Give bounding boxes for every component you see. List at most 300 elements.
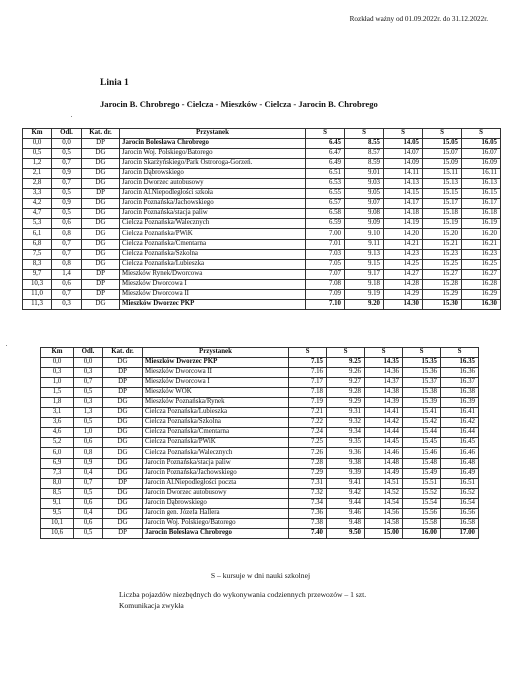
departure-time-cell: 15.42	[403, 418, 441, 428]
timetable-outbound	[22, 128, 501, 310]
stop-name-cell: Cielcza Poznańska/Cmentarna	[143, 428, 289, 438]
departure-time-cell: 7.38	[289, 518, 327, 528]
header-stop: Przystanek	[120, 129, 306, 139]
scan-speck	[71, 116, 72, 117]
table-row	[23, 229, 501, 239]
departure-time-cell: 16.07	[462, 149, 501, 159]
table-row	[41, 448, 479, 458]
departure-time-cell: 6.55	[306, 189, 345, 199]
departure-time-cell: 16.15	[462, 189, 501, 199]
departure-time-cell: 14.21	[384, 239, 423, 249]
departure-time-cell: 16.58	[441, 518, 479, 528]
departure-time-cell: 7.18	[289, 388, 327, 398]
table-row	[41, 398, 479, 408]
departure-time-cell: 16.42	[441, 418, 479, 428]
distance-cell: 0,6	[52, 279, 82, 289]
road-category-cell: DP	[82, 269, 120, 279]
road-category-cell: DG	[82, 199, 120, 209]
departure-time-cell: 15.21	[423, 239, 462, 249]
departure-time-cell: 16.48	[441, 458, 479, 468]
departure-time-cell: 15.44	[403, 428, 441, 438]
road-category-cell: DG	[103, 418, 143, 428]
departure-time-cell: 8.57	[345, 149, 384, 159]
table-row	[23, 179, 501, 189]
distance-cell: 0,8	[74, 448, 103, 458]
table-row	[41, 428, 479, 438]
km-cell: 3,1	[41, 408, 74, 418]
stop-name-cell: Jarocin Dąbrowskiego	[143, 498, 289, 508]
departure-time-cell: 14.09	[384, 159, 423, 169]
departure-time-cell: 16.38	[441, 388, 479, 398]
table-header-row	[23, 129, 501, 139]
departure-time-cell: 16.13	[462, 179, 501, 189]
table-row	[41, 488, 479, 498]
departure-time-cell: 7.08	[306, 279, 345, 289]
stop-name-cell: Jarocin Dworzec autobusowy	[120, 179, 306, 189]
communication-type: Komunikacja zwykła	[119, 600, 184, 610]
table-row	[41, 508, 479, 518]
road-category-cell: DG	[103, 498, 143, 508]
departure-time-cell: 7.16	[289, 368, 327, 378]
departure-time-cell: 15.15	[423, 189, 462, 199]
table-row	[41, 468, 479, 478]
distance-cell: 0,7	[52, 239, 82, 249]
table-row	[23, 249, 501, 259]
table-row	[23, 149, 501, 159]
stop-name-cell: Mieszków Dworcowa I	[143, 378, 289, 388]
header-course: S	[306, 129, 345, 139]
table-row	[23, 279, 501, 289]
table-row	[23, 209, 501, 219]
km-cell: 10,6	[41, 528, 74, 538]
km-cell: 8,3	[23, 259, 52, 269]
road-category-cell: DG	[82, 259, 120, 269]
road-category-cell: DG	[103, 468, 143, 478]
distance-cell: 0,0	[52, 139, 82, 149]
departure-time-cell: 7.09	[306, 289, 345, 299]
distance-cell: 0,9	[74, 458, 103, 468]
distance-cell: 0,6	[74, 518, 103, 528]
departure-time-cell: 15.27	[423, 269, 462, 279]
departure-time-cell: 15.30	[423, 299, 462, 309]
table-row	[23, 269, 501, 279]
road-category-cell: DG	[82, 299, 120, 309]
departure-time-cell: 7.40	[289, 528, 327, 538]
departure-time-cell: 7.24	[289, 428, 327, 438]
departure-time-cell: 9.07	[345, 199, 384, 209]
departure-time-cell: 7.22	[289, 418, 327, 428]
stop-name-cell: Mieszków Dworzec PKP	[143, 358, 289, 368]
departure-time-cell: 14.48	[365, 458, 403, 468]
stop-name-cell: Jarocin Dworzec autobusowy	[143, 488, 289, 498]
road-category-cell: DP	[103, 528, 143, 538]
departure-time-cell: 6.47	[306, 149, 345, 159]
departure-time-cell: 7.15	[289, 358, 327, 368]
validity-period: Rozkład ważny od 01.09.2022r. do 31.12.2022r.	[349, 15, 488, 23]
stop-name-cell: Mieszków Dworcowa II	[120, 289, 306, 299]
stop-name-cell: Jarocin Al.Niepodległości szkoła	[120, 189, 306, 199]
road-category-cell: DG	[82, 219, 120, 229]
km-cell: 0,3	[41, 368, 74, 378]
stop-name-cell: Cielcza Poznańska/Walecznych	[120, 219, 306, 229]
road-category-cell: DP	[103, 378, 143, 388]
table-row	[23, 139, 501, 149]
departure-time-cell: 14.19	[384, 219, 423, 229]
departure-time-cell: 14.29	[384, 289, 423, 299]
km-cell: 3,3	[23, 189, 52, 199]
distance-cell: 0,7	[74, 378, 103, 388]
table-row	[23, 259, 501, 269]
departure-time-cell: 16.18	[462, 209, 501, 219]
departure-time-cell: 9.15	[345, 259, 384, 269]
departure-time-cell: 9.03	[345, 179, 384, 189]
table-row	[23, 219, 501, 229]
departure-time-cell: 15.54	[403, 498, 441, 508]
km-cell: 5,2	[41, 438, 74, 448]
header-course: S	[462, 129, 501, 139]
departure-time-cell: 15.05	[423, 139, 462, 149]
service-info	[119, 590, 366, 611]
departure-time-cell: 14.54	[365, 498, 403, 508]
departure-time-cell: 15.25	[423, 259, 462, 269]
stop-name-cell: Cielcza Poznańska/Lubieszka	[143, 408, 289, 418]
km-cell: 11,3	[23, 299, 52, 309]
departure-time-cell: 15.18	[423, 209, 462, 219]
road-category-cell: DG	[103, 448, 143, 458]
stop-name-cell: Cielcza Poznańska/Szkolna	[120, 249, 306, 259]
departure-time-cell: 6.51	[306, 169, 345, 179]
departure-time-cell: 15.39	[403, 398, 441, 408]
distance-cell: 0,5	[52, 149, 82, 159]
distance-cell: 0,7	[52, 289, 82, 299]
departure-time-cell: 14.28	[384, 279, 423, 289]
distance-cell: 0,7	[74, 478, 103, 488]
stop-name-cell: Mieszków WOK	[143, 388, 289, 398]
stop-name-cell: Jarocin gen. Józefa Hallera	[143, 508, 289, 518]
departure-time-cell: 16.00	[403, 528, 441, 538]
header-course: S	[423, 129, 462, 139]
road-category-cell: DG	[103, 428, 143, 438]
departure-time-cell: 9.17	[345, 269, 384, 279]
departure-time-cell: 9.31	[327, 408, 365, 418]
departure-time-cell: 16.41	[441, 408, 479, 418]
road-category-cell: DP	[103, 368, 143, 378]
departure-time-cell: 9.36	[327, 448, 365, 458]
distance-cell: 1,4	[52, 269, 82, 279]
distance-cell: 0,5	[52, 189, 82, 199]
table-row	[41, 378, 479, 388]
distance-cell: 1,3	[74, 408, 103, 418]
stop-name-cell: Cielcza Poznańska/Cmentarna	[120, 239, 306, 249]
departure-time-cell: 14.38	[365, 388, 403, 398]
departure-time-cell: 9.48	[327, 518, 365, 528]
road-category-cell: DG	[82, 249, 120, 259]
distance-cell: 0,5	[74, 388, 103, 398]
departure-time-cell: 15.13	[423, 179, 462, 189]
stop-name-cell: Cielcza Poznańska/PWiK	[143, 438, 289, 448]
departure-time-cell: 14.37	[365, 378, 403, 388]
header-course: S	[289, 348, 327, 358]
table-row	[23, 189, 501, 199]
distance-cell: 0,3	[74, 368, 103, 378]
departure-time-cell: 14.51	[365, 478, 403, 488]
distance-cell: 0,5	[74, 418, 103, 428]
distance-cell: 0,7	[52, 249, 82, 259]
departure-time-cell: 9.44	[327, 498, 365, 508]
departure-time-cell: 8.59	[345, 159, 384, 169]
distance-cell: 0,5	[52, 209, 82, 219]
departure-time-cell: 16.52	[441, 488, 479, 498]
departure-time-cell: 9.20	[345, 299, 384, 309]
departure-time-cell: 15.56	[403, 508, 441, 518]
departure-time-cell: 6.57	[306, 199, 345, 209]
departure-time-cell: 7.36	[289, 508, 327, 518]
departure-time-cell: 16.46	[441, 448, 479, 458]
distance-cell: 0,5	[74, 488, 103, 498]
departure-time-cell: 16.39	[441, 398, 479, 408]
departure-time-cell: 14.20	[384, 229, 423, 239]
table-row	[41, 478, 479, 488]
header-road-category: Kat. dr.	[103, 348, 143, 358]
distance-cell: 0,9	[52, 199, 82, 209]
header-distance: Odl.	[74, 348, 103, 358]
km-cell: 2,1	[23, 169, 52, 179]
stop-name-cell: Jarocin Poznańska/Jachowskiego	[143, 468, 289, 478]
table-row	[23, 289, 501, 299]
vehicle-count-note: Liczba pojazdów niezbędnych do wykonywania codziennych przewozów – 1 szt.	[119, 590, 367, 599]
departure-time-cell: 6.53	[306, 179, 345, 189]
departure-time-cell: 14.15	[384, 189, 423, 199]
header-distance: Odl.	[52, 129, 82, 139]
stop-name-cell: Cielcza Poznańska/Walecznych	[143, 448, 289, 458]
table-row	[41, 518, 479, 528]
stop-name-cell: Mieszków Dworcowa II	[143, 368, 289, 378]
km-cell: 4,7	[23, 209, 52, 219]
distance-cell: 0,3	[74, 398, 103, 408]
stop-name-cell: Jarocin Poznańska/Jachowskiego	[120, 199, 306, 209]
departure-time-cell: 14.56	[365, 508, 403, 518]
departure-time-cell: 15.07	[423, 149, 462, 159]
road-category-cell: DP	[82, 289, 120, 299]
departure-time-cell: 9.35	[327, 438, 365, 448]
departure-time-cell: 16.21	[462, 239, 501, 249]
km-cell: 8,0	[41, 478, 74, 488]
departure-time-cell: 9.28	[327, 388, 365, 398]
stop-name-cell: Jarocin Poznańska/stacja paliw	[143, 458, 289, 468]
departure-time-cell: 14.05	[384, 139, 423, 149]
km-cell: 1,0	[41, 378, 74, 388]
departure-time-cell: 9.42	[327, 488, 365, 498]
table-row	[41, 458, 479, 468]
distance-cell: 0,0	[74, 358, 103, 368]
departure-time-cell: 14.23	[384, 249, 423, 259]
road-category-cell: DG	[82, 169, 120, 179]
departure-time-cell: 16.37	[441, 378, 479, 388]
departure-time-cell: 14.41	[365, 408, 403, 418]
distance-cell: 1,0	[74, 428, 103, 438]
header-course: S	[403, 348, 441, 358]
departure-time-cell: 14.44	[365, 428, 403, 438]
departure-time-cell: 15.28	[423, 279, 462, 289]
departure-time-cell: 7.31	[289, 478, 327, 488]
header-road-category: Kat. dr.	[82, 129, 120, 139]
departure-time-cell: 16.20	[462, 229, 501, 239]
departure-time-cell: 9.01	[345, 169, 384, 179]
departure-time-cell: 9.25	[327, 358, 365, 368]
header-course: S	[365, 348, 403, 358]
departure-time-cell: 15.41	[403, 408, 441, 418]
road-category-cell: DG	[103, 398, 143, 408]
stop-name-cell: Mieszków Dworcowa I	[120, 279, 306, 289]
departure-time-cell: 14.17	[384, 199, 423, 209]
departure-time-cell: 16.05	[462, 139, 501, 149]
km-cell: 1,8	[41, 398, 74, 408]
departure-time-cell: 14.36	[365, 368, 403, 378]
header-km: Km	[41, 348, 74, 358]
table-row	[23, 159, 501, 169]
departure-time-cell: 6.59	[306, 219, 345, 229]
stop-name-cell: Mieszków Rynek/Dworcowa	[120, 269, 306, 279]
departure-time-cell: 16.30	[462, 299, 501, 309]
departure-time-cell: 14.11	[384, 169, 423, 179]
departure-time-cell: 15.29	[423, 289, 462, 299]
km-cell: 4,2	[23, 199, 52, 209]
distance-cell: 0,6	[52, 219, 82, 229]
departure-time-cell: 15.35	[403, 358, 441, 368]
departure-time-cell: 14.07	[384, 149, 423, 159]
departure-time-cell: 7.10	[306, 299, 345, 309]
departure-time-cell: 9.19	[345, 289, 384, 299]
road-category-cell: DG	[103, 518, 143, 528]
road-category-cell: DG	[82, 239, 120, 249]
departure-time-cell: 7.17	[289, 378, 327, 388]
stop-name-cell: Jarocin Skarżyńskiego/Park Ostroroga-Gorzeń.	[120, 159, 306, 169]
distance-cell: 0,6	[74, 498, 103, 508]
departure-time-cell: 9.34	[327, 428, 365, 438]
departure-time-cell: 9.10	[345, 229, 384, 239]
departure-time-cell: 9.05	[345, 189, 384, 199]
km-cell: 7,5	[23, 249, 52, 259]
departure-time-cell: 9.08	[345, 209, 384, 219]
road-category-cell: DG	[82, 149, 120, 159]
road-category-cell: DG	[82, 209, 120, 219]
distance-cell: 0,4	[74, 508, 103, 518]
departure-time-cell: 15.52	[403, 488, 441, 498]
departure-time-cell: 7.21	[289, 408, 327, 418]
departure-time-cell: 16.09	[462, 159, 501, 169]
departure-time-cell: 15.20	[423, 229, 462, 239]
table-row	[23, 169, 501, 179]
departure-time-cell: 15.38	[403, 388, 441, 398]
road-category-cell: DG	[103, 508, 143, 518]
departure-time-cell: 16.35	[441, 358, 479, 368]
table-row	[23, 199, 501, 209]
stop-name-cell: Cielcza Poznańska/Szkolna	[143, 418, 289, 428]
departure-time-cell: 9.29	[327, 398, 365, 408]
stop-name-cell: Jarocin Poznańska/stacja paliw	[120, 209, 306, 219]
departure-time-cell: 14.30	[384, 299, 423, 309]
km-cell: 10,3	[23, 279, 52, 289]
table-row	[41, 408, 479, 418]
departure-time-cell: 15.49	[403, 468, 441, 478]
departure-time-cell: 15.51	[403, 478, 441, 488]
stop-name-cell: Jarocin Dąbrowskiego	[120, 169, 306, 179]
departure-time-cell: 16.25	[462, 259, 501, 269]
departure-time-cell: 16.36	[441, 368, 479, 378]
departure-time-cell: 9.39	[327, 468, 365, 478]
stop-name-cell: Jarocin Woj. Polskiego/Batorego	[143, 518, 289, 528]
km-cell: 9,1	[41, 498, 74, 508]
departure-time-cell: 9.46	[327, 508, 365, 518]
table-row	[41, 368, 479, 378]
departure-time-cell: 16.29	[462, 289, 501, 299]
departure-time-cell: 7.28	[289, 458, 327, 468]
table-row	[41, 418, 479, 428]
road-category-cell: DG	[82, 229, 120, 239]
km-cell: 10,1	[41, 518, 74, 528]
departure-time-cell: 16.28	[462, 279, 501, 289]
km-cell: 9,5	[41, 508, 74, 518]
departure-time-cell: 9.38	[327, 458, 365, 468]
stop-name-cell: Jarocin Bolesława Chrobrego	[143, 528, 289, 538]
header-stop: Przystanek	[143, 348, 289, 358]
departure-time-cell: 14.49	[365, 468, 403, 478]
departure-time-cell: 15.17	[423, 199, 462, 209]
departure-time-cell: 14.46	[365, 448, 403, 458]
departure-time-cell: 14.18	[384, 209, 423, 219]
km-cell: 0,0	[23, 139, 52, 149]
departure-time-cell: 6.45	[306, 139, 345, 149]
km-cell: 8,5	[41, 488, 74, 498]
km-cell: 6,9	[41, 458, 74, 468]
departure-time-cell: 7.03	[306, 249, 345, 259]
departure-time-cell: 16.49	[441, 468, 479, 478]
departure-time-cell: 16.17	[462, 199, 501, 209]
departure-time-cell: 8.55	[345, 139, 384, 149]
departure-time-cell: 9.27	[327, 378, 365, 388]
departure-time-cell: 7.00	[306, 229, 345, 239]
departure-time-cell: 14.13	[384, 179, 423, 189]
departure-time-cell: 16.19	[462, 219, 501, 229]
departure-time-cell: 15.37	[403, 378, 441, 388]
road-category-cell: DG	[103, 458, 143, 468]
km-cell: 6,1	[23, 229, 52, 239]
departure-time-cell: 15.23	[423, 249, 462, 259]
departure-time-cell: 14.35	[365, 358, 403, 368]
route-title: Jarocin B. Chrobrego - Cielcza - Mieszków - Cielcza - Jarocin B. Chrobrego	[100, 99, 378, 109]
departure-time-cell: 7.29	[289, 468, 327, 478]
departure-time-cell: 9.18	[345, 279, 384, 289]
road-category-cell: DP	[82, 139, 120, 149]
departure-time-cell: 15.48	[403, 458, 441, 468]
departure-time-cell: 16.56	[441, 508, 479, 518]
departure-time-cell: 7.25	[289, 438, 327, 448]
departure-time-cell: 14.27	[384, 269, 423, 279]
departure-time-cell: 15.58	[403, 518, 441, 528]
road-category-cell: DP	[103, 388, 143, 398]
header-course: S	[384, 129, 423, 139]
stop-name-cell: Cielcza Poznańska/PWiK	[120, 229, 306, 239]
road-category-cell: DP	[82, 189, 120, 199]
km-cell: 1,2	[23, 159, 52, 169]
road-category-cell: DP	[82, 279, 120, 289]
road-category-cell: DP	[103, 478, 143, 488]
distance-cell: 0,6	[74, 438, 103, 448]
km-cell: 0,5	[23, 149, 52, 159]
departure-time-cell: 14.45	[365, 438, 403, 448]
km-cell: 11,0	[23, 289, 52, 299]
departure-time-cell: 17.00	[441, 528, 479, 538]
